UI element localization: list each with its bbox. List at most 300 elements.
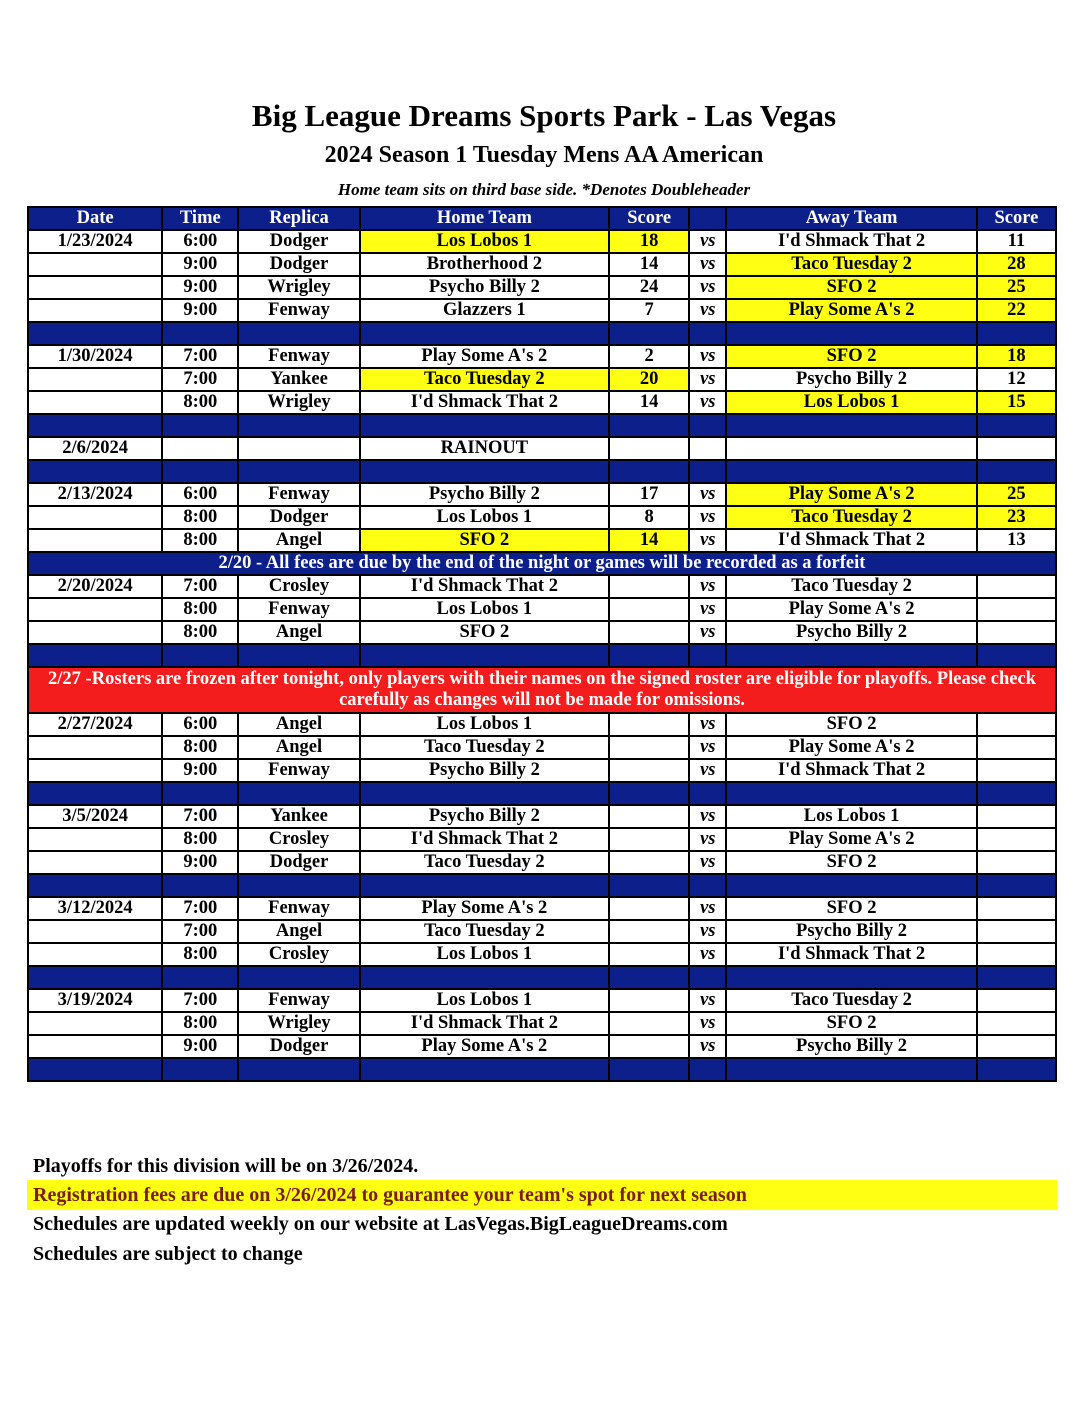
- away-team-cell: Play Some A's 2: [726, 736, 976, 759]
- home-team-cell: RAINOUT: [360, 437, 609, 460]
- home-score-cell: 2: [609, 345, 689, 368]
- away-score-cell: [977, 920, 1056, 943]
- away-score-cell: [977, 736, 1056, 759]
- home-team-cell: SFO 2: [360, 529, 609, 552]
- time-cell: 9:00: [162, 276, 238, 299]
- home-team-cell: I'd Shmack That 2: [360, 1012, 609, 1035]
- spacer-cell: [28, 644, 162, 667]
- game-row: [28, 805, 1056, 828]
- vs-cell: vs: [689, 368, 726, 391]
- spacer-cell: [162, 874, 238, 897]
- home-score-cell: 20: [609, 368, 689, 391]
- date-cell: [28, 253, 162, 276]
- game-row: [28, 851, 1056, 874]
- away-team-cell: I'd Shmack That 2: [726, 529, 976, 552]
- spacer-row: [28, 1058, 1056, 1081]
- vs-cell: vs: [689, 989, 726, 1012]
- game-row: [28, 276, 1056, 299]
- date-cell: [28, 299, 162, 322]
- vs-cell: vs: [689, 736, 726, 759]
- home-score-cell: 18: [609, 230, 689, 253]
- home-score-cell: [609, 805, 689, 828]
- spacer-cell: [162, 966, 238, 989]
- away-score-cell: [977, 989, 1056, 1012]
- spacer-cell: [238, 874, 359, 897]
- header-replica: Replica: [238, 207, 359, 230]
- header-home-score: Score: [609, 207, 689, 230]
- game-row: [28, 230, 1056, 253]
- spacer-cell: [726, 644, 976, 667]
- home-score-cell: [609, 897, 689, 920]
- date-cell: 2/6/2024: [28, 437, 162, 460]
- spacer-cell: [977, 966, 1056, 989]
- home-team-cell: Play Some A's 2: [360, 345, 609, 368]
- game-row: [28, 391, 1056, 414]
- time-cell: [162, 437, 238, 460]
- spacer-row: [28, 460, 1056, 483]
- game-row: [28, 897, 1056, 920]
- spacer-cell: [977, 322, 1056, 345]
- game-row: [28, 253, 1056, 276]
- time-cell: 9:00: [162, 759, 238, 782]
- home-team-cell: Los Lobos 1: [360, 713, 609, 736]
- header-vs: [689, 207, 726, 230]
- replica-cell: Yankee: [238, 805, 359, 828]
- spacer-cell: [726, 414, 976, 437]
- spacer-cell: [609, 874, 689, 897]
- date-cell: [28, 736, 162, 759]
- date-cell: [28, 943, 162, 966]
- spacer-cell: [360, 414, 609, 437]
- replica-cell: Dodger: [238, 253, 359, 276]
- schedule-body: [28, 230, 1056, 1081]
- date-cell: 3/12/2024: [28, 897, 162, 920]
- replica-cell: Crosley: [238, 828, 359, 851]
- home-score-cell: [609, 1012, 689, 1035]
- header-date: Date: [28, 207, 162, 230]
- away-team-cell: Play Some A's 2: [726, 483, 976, 506]
- spacer-cell: [28, 322, 162, 345]
- home-team-cell: Psycho Billy 2: [360, 759, 609, 782]
- game-row: [28, 437, 1056, 460]
- game-row: [28, 736, 1056, 759]
- schedule-table: [27, 206, 1057, 1082]
- home-team-cell: Play Some A's 2: [360, 897, 609, 920]
- away-team-cell: Psycho Billy 2: [726, 1035, 976, 1058]
- game-row: [28, 828, 1056, 851]
- home-score-cell: 14: [609, 391, 689, 414]
- time-cell: 7:00: [162, 989, 238, 1012]
- away-team-cell: I'd Shmack That 2: [726, 759, 976, 782]
- away-score-cell: [977, 621, 1056, 644]
- replica-cell: Dodger: [238, 230, 359, 253]
- time-cell: 8:00: [162, 391, 238, 414]
- spacer-cell: [609, 644, 689, 667]
- header-time: Time: [162, 207, 238, 230]
- home-team-cell: Taco Tuesday 2: [360, 851, 609, 874]
- away-score-cell: [977, 437, 1056, 460]
- vs-cell: vs: [689, 759, 726, 782]
- replica-cell: Fenway: [238, 759, 359, 782]
- spacer-cell: [162, 782, 238, 805]
- home-team-cell: I'd Shmack That 2: [360, 391, 609, 414]
- spacer-row: [28, 874, 1056, 897]
- away-team-cell: Psycho Billy 2: [726, 920, 976, 943]
- away-team-cell: SFO 2: [726, 713, 976, 736]
- time-cell: 7:00: [162, 805, 238, 828]
- away-score-cell: [977, 828, 1056, 851]
- time-cell: 6:00: [162, 713, 238, 736]
- replica-cell: Fenway: [238, 345, 359, 368]
- vs-cell: [689, 437, 726, 460]
- home-score-cell: [609, 943, 689, 966]
- time-cell: 7:00: [162, 368, 238, 391]
- away-score-cell: [977, 713, 1056, 736]
- game-row: [28, 598, 1056, 621]
- home-team-cell: Play Some A's 2: [360, 1035, 609, 1058]
- replica-cell: Fenway: [238, 989, 359, 1012]
- home-team-cell: Psycho Billy 2: [360, 483, 609, 506]
- time-cell: 9:00: [162, 851, 238, 874]
- away-team-cell: I'd Shmack That 2: [726, 230, 976, 253]
- vs-cell: vs: [689, 575, 726, 598]
- date-cell: [28, 1012, 162, 1035]
- away-score-cell: 22: [977, 299, 1056, 322]
- time-cell: 9:00: [162, 299, 238, 322]
- time-cell: 7:00: [162, 345, 238, 368]
- away-score-cell: [977, 575, 1056, 598]
- game-row: [28, 1035, 1056, 1058]
- away-score-cell: 18: [977, 345, 1056, 368]
- vs-cell: vs: [689, 1012, 726, 1035]
- spacer-cell: [360, 1058, 609, 1081]
- away-score-cell: 13: [977, 529, 1056, 552]
- spacer-cell: [360, 782, 609, 805]
- replica-cell: Angel: [238, 736, 359, 759]
- away-score-cell: 25: [977, 483, 1056, 506]
- spacer-cell: [28, 782, 162, 805]
- spacer-cell: [162, 1058, 238, 1081]
- date-cell: 2/20/2024: [28, 575, 162, 598]
- spacer-cell: [726, 966, 976, 989]
- away-team-cell: Taco Tuesday 2: [726, 989, 976, 1012]
- date-cell: 3/5/2024: [28, 805, 162, 828]
- vs-cell: vs: [689, 805, 726, 828]
- home-score-cell: 17: [609, 483, 689, 506]
- roster-alert-text: 2/27 -Rosters are frozen after tonight, only players with their names on the signed roster are eligible for playoffs. Please check carefully as changes will not be made for omissions.: [28, 667, 1056, 713]
- home-team-cell: SFO 2: [360, 621, 609, 644]
- replica-cell: Angel: [238, 621, 359, 644]
- home-team-cell: Taco Tuesday 2: [360, 736, 609, 759]
- replica-cell: Dodger: [238, 1035, 359, 1058]
- vs-cell: vs: [689, 276, 726, 299]
- home-team-cell: Psycho Billy 2: [360, 276, 609, 299]
- vs-cell: vs: [689, 529, 726, 552]
- vs-cell: vs: [689, 851, 726, 874]
- game-row: [28, 943, 1056, 966]
- away-team-cell: SFO 2: [726, 345, 976, 368]
- vs-cell: vs: [689, 920, 726, 943]
- home-team-cell: Los Lobos 1: [360, 943, 609, 966]
- spacer-cell: [609, 322, 689, 345]
- spacer-row: [28, 644, 1056, 667]
- home-score-cell: [609, 575, 689, 598]
- spacer-cell: [689, 460, 726, 483]
- vs-cell: vs: [689, 299, 726, 322]
- home-score-cell: [609, 437, 689, 460]
- home-score-cell: [609, 598, 689, 621]
- spacer-cell: [360, 322, 609, 345]
- spacer-cell: [28, 966, 162, 989]
- home-score-cell: 14: [609, 253, 689, 276]
- away-score-cell: [977, 805, 1056, 828]
- spacer-row: [28, 966, 1056, 989]
- home-score-cell: [609, 828, 689, 851]
- home-score-cell: [609, 759, 689, 782]
- game-row: [28, 506, 1056, 529]
- spacer-row: [28, 414, 1056, 437]
- spacer-cell: [689, 874, 726, 897]
- header-away-score: Score: [977, 207, 1056, 230]
- spacer-cell: [977, 782, 1056, 805]
- replica-cell: [238, 437, 359, 460]
- replica-cell: Wrigley: [238, 1012, 359, 1035]
- game-row: [28, 483, 1056, 506]
- vs-cell: vs: [689, 621, 726, 644]
- date-cell: [28, 920, 162, 943]
- away-team-cell: SFO 2: [726, 1012, 976, 1035]
- replica-cell: Crosley: [238, 943, 359, 966]
- away-team-cell: Taco Tuesday 2: [726, 575, 976, 598]
- spacer-cell: [28, 874, 162, 897]
- away-score-cell: [977, 598, 1056, 621]
- time-cell: 8:00: [162, 1012, 238, 1035]
- away-team-cell: SFO 2: [726, 897, 976, 920]
- replica-cell: Angel: [238, 920, 359, 943]
- spacer-cell: [609, 460, 689, 483]
- time-cell: 7:00: [162, 920, 238, 943]
- replica-cell: Angel: [238, 529, 359, 552]
- date-cell: [28, 391, 162, 414]
- game-row: [28, 345, 1056, 368]
- spacer-cell: [609, 414, 689, 437]
- date-cell: [28, 276, 162, 299]
- home-score-cell: 24: [609, 276, 689, 299]
- away-team-cell: Play Some A's 2: [726, 299, 976, 322]
- time-cell: 8:00: [162, 529, 238, 552]
- date-cell: [28, 506, 162, 529]
- replica-cell: Fenway: [238, 598, 359, 621]
- replica-cell: Fenway: [238, 299, 359, 322]
- time-cell: 8:00: [162, 943, 238, 966]
- website-note: Schedules are updated weekly on our website at LasVegas.BigLeagueDreams.com: [33, 1213, 728, 1235]
- away-team-cell: Psycho Billy 2: [726, 621, 976, 644]
- home-score-cell: [609, 920, 689, 943]
- spacer-cell: [689, 322, 726, 345]
- vs-cell: vs: [689, 713, 726, 736]
- date-cell: 2/13/2024: [28, 483, 162, 506]
- game-row: [28, 299, 1056, 322]
- spacer-row: [28, 782, 1056, 805]
- spacer-cell: [238, 322, 359, 345]
- spacer-cell: [977, 874, 1056, 897]
- away-score-cell: 12: [977, 368, 1056, 391]
- page-title: Big League Dreams Sports Park - Las Vegas: [251, 98, 837, 133]
- spacer-cell: [28, 414, 162, 437]
- date-cell: [28, 759, 162, 782]
- away-score-cell: [977, 759, 1056, 782]
- time-cell: 6:00: [162, 483, 238, 506]
- date-cell: 1/30/2024: [28, 345, 162, 368]
- spacer-cell: [689, 782, 726, 805]
- home-score-cell: [609, 1035, 689, 1058]
- vs-cell: vs: [689, 897, 726, 920]
- home-team-cell: Taco Tuesday 2: [360, 920, 609, 943]
- spacer-cell: [162, 322, 238, 345]
- away-score-cell: [977, 1035, 1056, 1058]
- home-score-cell: [609, 621, 689, 644]
- game-row: [28, 989, 1056, 1012]
- spacer-cell: [238, 644, 359, 667]
- away-team-cell: SFO 2: [726, 276, 976, 299]
- date-cell: [28, 828, 162, 851]
- spacer-cell: [977, 414, 1056, 437]
- away-score-cell: 15: [977, 391, 1056, 414]
- replica-cell: Wrigley: [238, 391, 359, 414]
- header-away-team: Away Team: [726, 207, 976, 230]
- time-cell: 9:00: [162, 1035, 238, 1058]
- time-cell: 8:00: [162, 621, 238, 644]
- replica-cell: Dodger: [238, 851, 359, 874]
- vs-cell: vs: [689, 391, 726, 414]
- game-row: [28, 368, 1056, 391]
- away-team-cell: Taco Tuesday 2: [726, 253, 976, 276]
- time-cell: 7:00: [162, 897, 238, 920]
- replica-cell: Yankee: [238, 368, 359, 391]
- home-team-cell: Los Lobos 1: [360, 506, 609, 529]
- home-team-cell: Glazzers 1: [360, 299, 609, 322]
- date-cell: 1/23/2024: [28, 230, 162, 253]
- time-cell: 8:00: [162, 506, 238, 529]
- spacer-cell: [726, 1058, 976, 1081]
- date-cell: [28, 598, 162, 621]
- away-score-cell: 25: [977, 276, 1056, 299]
- header-home-team: Home Team: [360, 207, 609, 230]
- spacer-cell: [689, 644, 726, 667]
- date-cell: [28, 851, 162, 874]
- time-cell: 8:00: [162, 828, 238, 851]
- away-score-cell: [977, 851, 1056, 874]
- replica-cell: Fenway: [238, 483, 359, 506]
- replica-cell: Wrigley: [238, 276, 359, 299]
- fees-banner-row: [28, 552, 1056, 575]
- vs-cell: vs: [689, 506, 726, 529]
- game-row: [28, 529, 1056, 552]
- spacer-cell: [162, 460, 238, 483]
- date-cell: [28, 621, 162, 644]
- vs-cell: vs: [689, 1035, 726, 1058]
- time-cell: 8:00: [162, 598, 238, 621]
- away-team-cell: Los Lobos 1: [726, 805, 976, 828]
- spacer-cell: [609, 966, 689, 989]
- game-row: [28, 759, 1056, 782]
- home-team-note: Home team sits on third base side. *Denotes Doubleheader: [337, 180, 751, 199]
- spacer-cell: [238, 966, 359, 989]
- time-cell: 9:00: [162, 253, 238, 276]
- game-row: [28, 713, 1056, 736]
- replica-cell: Dodger: [238, 506, 359, 529]
- subject-to-change-note: Schedules are subject to change: [33, 1243, 303, 1265]
- spacer-cell: [360, 644, 609, 667]
- spacer-cell: [238, 414, 359, 437]
- home-score-cell: [609, 713, 689, 736]
- spacer-cell: [238, 782, 359, 805]
- home-team-cell: Brotherhood 2: [360, 253, 609, 276]
- vs-cell: vs: [689, 828, 726, 851]
- spacer-cell: [726, 874, 976, 897]
- spacer-cell: [162, 644, 238, 667]
- date-cell: 3/19/2024: [28, 989, 162, 1012]
- home-team-cell: I'd Shmack That 2: [360, 575, 609, 598]
- date-cell: 2/27/2024: [28, 713, 162, 736]
- spacer-cell: [360, 874, 609, 897]
- spacer-cell: [360, 966, 609, 989]
- spacer-cell: [726, 322, 976, 345]
- away-team-cell: [726, 437, 976, 460]
- spacer-cell: [238, 1058, 359, 1081]
- home-score-cell: 7: [609, 299, 689, 322]
- home-score-cell: [609, 736, 689, 759]
- away-team-cell: Play Some A's 2: [726, 598, 976, 621]
- spacer-cell: [360, 460, 609, 483]
- game-row: [28, 1012, 1056, 1035]
- spacer-cell: [689, 966, 726, 989]
- game-row: [28, 920, 1056, 943]
- away-score-cell: 23: [977, 506, 1056, 529]
- spacer-cell: [238, 460, 359, 483]
- home-team-cell: I'd Shmack That 2: [360, 828, 609, 851]
- date-cell: [28, 529, 162, 552]
- away-team-cell: Psycho Billy 2: [726, 368, 976, 391]
- spacer-cell: [977, 460, 1056, 483]
- away-score-cell: [977, 1012, 1056, 1035]
- away-score-cell: 11: [977, 230, 1056, 253]
- vs-cell: vs: [689, 253, 726, 276]
- time-cell: 7:00: [162, 575, 238, 598]
- home-score-cell: 14: [609, 529, 689, 552]
- spacer-cell: [726, 460, 976, 483]
- away-score-cell: 28: [977, 253, 1056, 276]
- replica-cell: Angel: [238, 713, 359, 736]
- game-row: [28, 621, 1056, 644]
- replica-cell: Fenway: [238, 897, 359, 920]
- spacer-cell: [977, 644, 1056, 667]
- spacer-cell: [28, 460, 162, 483]
- spacer-cell: [977, 1058, 1056, 1081]
- away-team-cell: Taco Tuesday 2: [726, 506, 976, 529]
- home-team-cell: Los Lobos 1: [360, 989, 609, 1012]
- roster-alert-row: [28, 667, 1056, 713]
- away-score-cell: [977, 897, 1056, 920]
- time-cell: 8:00: [162, 736, 238, 759]
- spacer-cell: [28, 1058, 162, 1081]
- home-score-cell: 8: [609, 506, 689, 529]
- game-row: [28, 575, 1056, 598]
- registration-note: Registration fees are due on 3/26/2024 to guarantee your team's spot for next season: [27, 1180, 1057, 1210]
- spacer-cell: [162, 414, 238, 437]
- away-team-cell: I'd Shmack That 2: [726, 943, 976, 966]
- time-cell: 6:00: [162, 230, 238, 253]
